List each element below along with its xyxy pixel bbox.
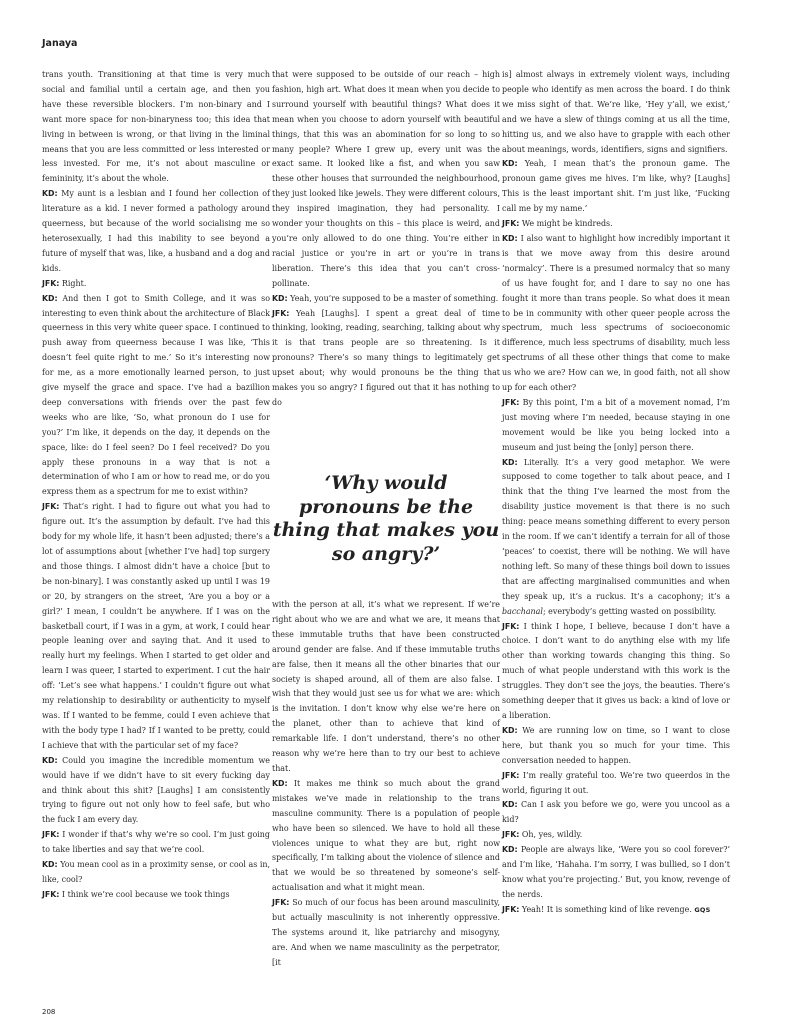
paragraph-text: I wonder if that’s why we’re so cool. I’m just going to take liberties and say that we’re cool. (42, 830, 270, 855)
speaker-label: KD: (272, 778, 288, 788)
paragraph-text: Literally. It’s a very good metaphor. We were supposed to come together to talk about peace, and I think that the thing I’ve learned the most from the disability justice movement is that there is no such thing: peace means something different to every person in the room. If we can’t identify a terrain for all of those ‘peaces’ to coexist, there will be nothing. We will have nothing left. So many of these things boil down to issues that are affecting marginalised communities and when they speak up, it’s a ruckus. It’s a cacophony; it’s a (502, 457, 730, 601)
interview-paragraph (272, 307, 500, 411)
interview-paragraph (502, 828, 730, 843)
paragraph-text: Yeah, you’re supposed to be a master of something. (290, 293, 499, 303)
paragraph-text: I’m really grateful too. We’re two queerdos in the world, figuring it out. (502, 770, 730, 795)
speaker-label: KD: (502, 725, 518, 735)
speaker-label: JFK: (42, 502, 60, 512)
speaker-label: KD: (272, 293, 288, 303)
running-head: Janaya (42, 38, 78, 49)
speaker-label: KD: (502, 800, 518, 810)
speaker-label: JFK: (42, 278, 60, 288)
interview-paragraph (502, 157, 730, 217)
speaker-label: JFK: (502, 904, 520, 914)
speaker-label: JFK: (502, 770, 520, 780)
end-mark-logo: GQS (694, 905, 711, 914)
interview-paragraph (42, 754, 270, 829)
speaker-label: KD: (502, 159, 518, 169)
paragraph-text: That’s right. I had to figure out what you had to figure out. It’s the assumption by default. I’ve had this body for my whole life, it hasn’t been adjusted; there’s a lot of assumptions about [whether I’ve had] top surgery and those things. I almost didn’t have a choice [but to be non-binary]. I was constantly asked up until I was 19 or 20, by strangers on the street, ‘Are you a boy or a girl?’ I mean, I couldn’t be anywhere. If I was on the basketball court, if I was in a gym, at work, I could hear people leaning over and saying that. And it used to really hurt my feelings. When I started to get older and learn I was queer, I started to experiment. I cut the hair off: ‘Let’s see what happens.’ I couldn’t figure out what my relationship to desirability or authenticity to myself was. If I wanted to be femme, could I even achieve that with the body type I had? If I wanted to be pretty, could I achieve that with the particular set of my face? (42, 502, 270, 750)
speaker-label: KD: (502, 233, 518, 243)
paragraph-text: Yeah [Laughs]. I spent a great deal of time thinking, looking, reading, searching, talking about why it is that trans people are so threatening. Is it pronouns? There’s so many things to legitimately get upset about; why would pronouns be the thing that makes you so angry? I figured out that it has nothing to do (272, 308, 500, 407)
speaker-label: JFK: (42, 830, 60, 840)
italic-word: bacchanal (502, 606, 543, 616)
speaker-label: KD: (42, 293, 58, 303)
interview-paragraph (272, 68, 500, 292)
interview-paragraph (502, 769, 730, 799)
paragraph-text: Can I ask you before we go, were you uncool as a kid? (502, 800, 730, 825)
paragraph-text: Yeah, I mean that’s the pronoun game. The pronoun game gives me hives. I’m like, why? [Laughs] This is the least important shit. I’m just like, ‘Fucking call me by my name.’ (502, 159, 731, 214)
paragraph-text: By this point, I’m a bit of a movement nomad, I’m just moving where I’m needed, because staying in one movement would be like you being locked into a museum and just being the [only] person there. (502, 397, 730, 452)
interview-paragraph (272, 777, 500, 896)
interview-paragraph (502, 903, 730, 918)
paragraph-text: I think we’re cool because we took things (61, 889, 230, 899)
paragraph-text: I think I hope, I believe, because I don’t have a choice. I don’t want to do anything else with my life other than working towards changing this thing. So much of what people understand with this work is the struggles. They don’t see the joys, the beauties. There’s something deeper that it gives us back: a kind of love or a liberation. (502, 621, 730, 720)
paragraph-text: that were supposed to be outside of our reach – high fashion, high art. What does it mean when you decide to surround yourself with beautiful things? What does it mean when you choose to adorn yourself with beautiful things, that this was an abomination for so long to so many people? Where I grew up, every unit was the exact same. It looked like a fist, and when you saw these other houses that surrounded the neighbourhood, they just looked like jewels. They were different colours, they inspired imagination, they had personality. I wonder your thoughts on this – this place is weird, and you’re only allowed to do one thing. You’re either in racial justice or you’re in art or you’re in trans liberation. There’s this idea that you can’t cross-pollinate. (272, 70, 500, 288)
paragraph-text: Yeah! It is something kind of like revenge. (521, 904, 692, 914)
speaker-label: KD: (502, 457, 518, 467)
interview-paragraph (272, 896, 500, 971)
interview-paragraph (272, 292, 500, 307)
interview-paragraph (502, 724, 730, 769)
paragraph-text: And then I got to Smith College, and it was so interesting to even think about the architecture of Black queerness in this very white queer space. I continued to push away from queerness because I was like, ‘This doesn’t feel quite right to me.’ So it’s interesting now for me, as a more emotionally learned person, to just give myself the grace and space. I’ve had a bazillion deep conversations with friends over the past few weeks who are like, ‘So, what pronoun do I use for you?’ I’m like, it depends on the day, it depends on the space, like: do I feel seen? Do I feel received? Do you apply these pronouns in a way that is not a determination of who I am or how to read me, or do you express them as a spectrum for me to exist within? (42, 293, 270, 497)
interview-paragraph (502, 843, 730, 903)
speaker-label: JFK: (42, 889, 60, 899)
page-number: 208 (42, 1008, 56, 1016)
speaker-label: JFK: (272, 898, 290, 908)
interview-paragraph (502, 456, 730, 620)
paragraph-text: It makes me think so much about the grand mistakes we’ve made in relationship to the trans masculine community. There is a population of people who have been so silenced. We have to hold all these violences unique to what they are but, right now specifically, I’m talking about the violence of silence and that we would be so threatened by someone’s self-actualisation and what it might mean. (272, 778, 500, 893)
paragraph-text: So much of our focus has been around masculinity, but actually masculinity is not inherently oppressive. The systems around it, like patriarchy and misogyny, are. And when we name masculinity as the perpetrator, [it (272, 898, 500, 967)
paragraph-text: Oh, yes, wildly. (521, 830, 583, 840)
interview-paragraph (42, 277, 270, 292)
column-2-top (272, 68, 500, 411)
interview-paragraph (502, 217, 730, 232)
interview-paragraph (272, 598, 500, 777)
paragraph-text: We might be kindreds. (521, 219, 613, 229)
paragraph-text: Could you imagine the incredible momentum we would have if we didn’t have to sit every fucking day and think about this shit? [Laughs] I am consistently trying to figure out not only how to feel safe, but who the fuck I am every day. (42, 755, 270, 825)
column-1 (42, 68, 270, 903)
interview-paragraph (42, 292, 270, 501)
interview-paragraph (42, 888, 270, 903)
pull-quote: ‘Why would pronouns be the thing that makes you so angry?’ (272, 472, 500, 565)
speaker-label: KD: (42, 189, 58, 199)
paragraph-text: My aunt is a lesbian and I found her collection of literature as a kid. I never formed a pathology around queerness, but because of the world socialising me so heterosexually, I had this inability to see beyond a future of myself that was, like, a husband and a dog and kids. (42, 189, 270, 273)
paragraph-text: Right. (61, 278, 87, 288)
interview-paragraph (42, 187, 270, 276)
interview-paragraph (42, 500, 270, 753)
paragraph-text: with the person at all, it’s what we represent. If we’re right about who we are and what we are, it means that these immutable truths that have been constructed around gender are false. And if these immutable truths are false, then it means all the other binaries that our society is shaped around, all of them are also false. I wish that they would just see us for what we are: which is the invitation. I don’t know why else we’re here on the planet, other than to achieve that kind of remarkable life. I don’t understand, there’s no other reason why we’re here than to try our best to achieve that. (272, 600, 500, 773)
paragraph-text: trans youth. Transitioning at that time is very much social and familial until a certain age, and then you have these reversible blockers. I’m non-binary and I want more space for non-binaryness too; this idea that living in between is wrong, or that living in the liminal means that you are less committed or less interested or less invested. For me, it’s not about masculine or femininity, it’s about the whole. (42, 70, 270, 184)
speaker-label: KD: (502, 845, 518, 855)
interview-paragraph (42, 68, 270, 187)
interview-paragraph (42, 858, 270, 888)
interview-paragraph (502, 396, 730, 456)
speaker-label: JFK: (502, 397, 520, 407)
interview-paragraph (502, 68, 730, 157)
interview-paragraph (502, 620, 730, 724)
paragraph-text: People are always like, ‘Were you so cool forever?’ and I’m like, ‘Hahaha. I’m sorry, I was bullied, so I don’t know what you’re projecting.’ But, you know, revenge of the nerds. (502, 845, 730, 899)
paragraph-text: is] almost always in extremely violent ways, including people who identify as men across the board. I do think we miss sight of that. We’re like, ‘Hey y’all, we exist,’ and we have a slew of things coming at us all the time, hitting us, and we also have to grapple with each other about meanings, words, identifiers, signs and signifiers. (502, 70, 730, 154)
column-3 (502, 68, 730, 918)
paragraph-text: ; everybody’s getting wasted on possibility. (542, 606, 717, 616)
speaker-label: KD: (42, 860, 58, 870)
speaker-label: JFK: (502, 830, 520, 840)
paragraph-text: You mean cool as in a proximity sense, or cool as in, like, cool? (42, 860, 270, 884)
interview-paragraph (42, 828, 270, 858)
column-2-bottom (272, 598, 500, 971)
speaker-label: KD: (42, 755, 58, 765)
interview-paragraph (502, 798, 730, 828)
speaker-label: JFK: (272, 308, 290, 318)
interview-paragraph (502, 232, 730, 396)
paragraph-text: I also want to highlight how incredibly important it is that we move away from this desire around ‘normalcy’. There is a presumed normalcy that so many of us have fought for, and I dare to say no one has fought it more than trans people. So what does it mean to be in community with other queer people across the spectrum, much less spectrums of socioeconomic difference, much less spectrums of disability, much less spectrums of all these other things that come to make us who we are? How can we, in good faith, not all show up for each other? (502, 233, 730, 393)
speaker-label: JFK: (502, 219, 520, 229)
paragraph-text: We are running low on time, so I want to close here, but thank you so much for your time. This conversation needed to happen. (502, 725, 730, 765)
speaker-label: JFK: (502, 621, 520, 631)
